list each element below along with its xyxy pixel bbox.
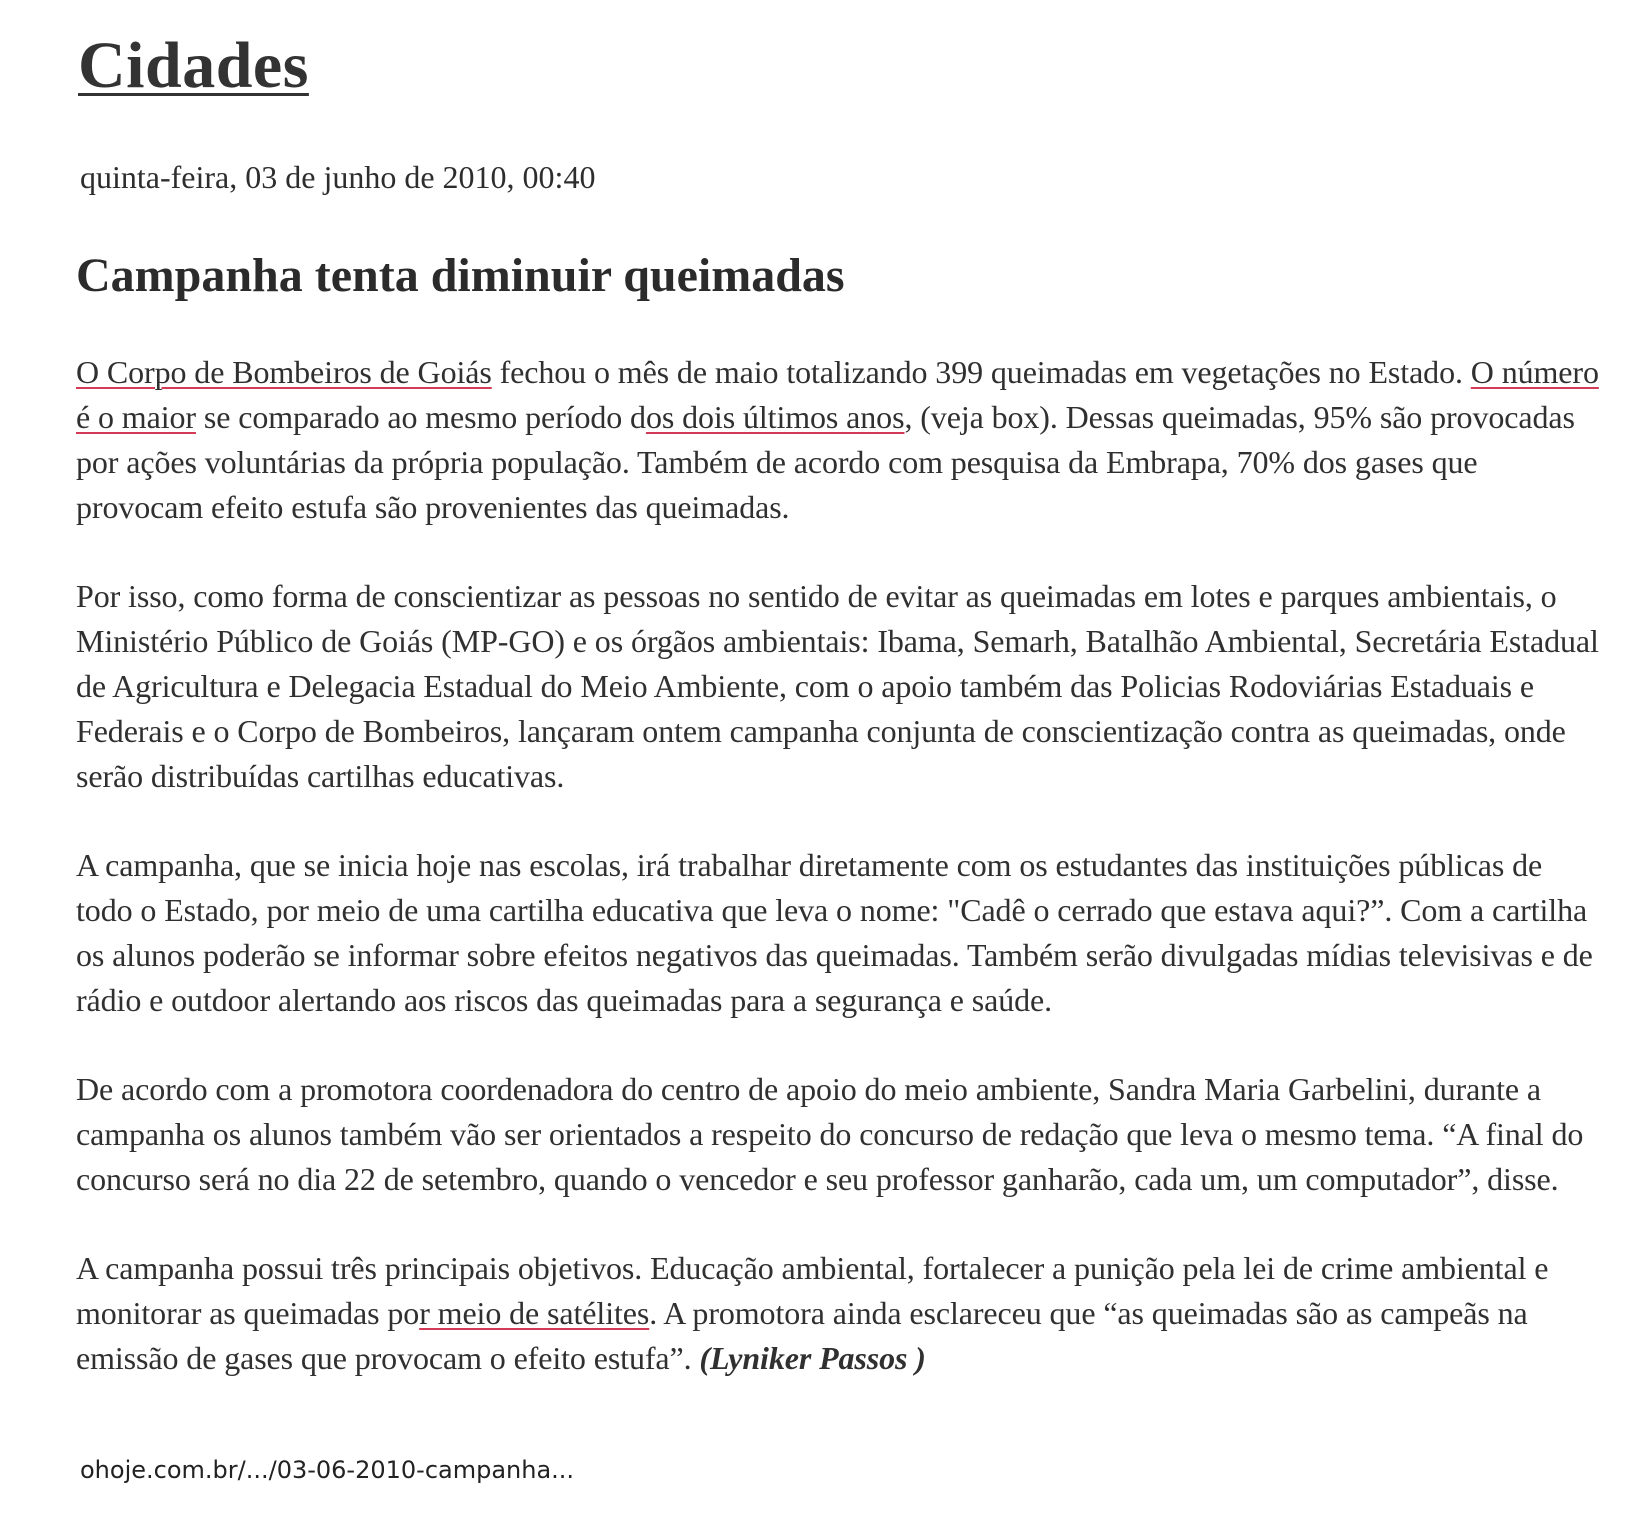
author-byline: (Lyniker Passos ) [699, 1340, 926, 1376]
paragraph-text: se comparado ao mesmo período d [195, 399, 646, 435]
annotated-phrase: O número é o maior [76, 354, 1599, 435]
paragraph-text: , (veja box). Dessas queimadas, 95% são provocadas por ações voluntárias da própria população. Também de acordo com pesquisa da Embrapa, 70% dos gases que provocam efeito estufa são provenientes das queimadas. [76, 399, 1575, 525]
source-url: ohoje.com.br/.../03-06-2010-campanha... [80, 1456, 575, 1484]
paragraph-1 [76, 350, 1606, 530]
article-headline: Campanha tenta diminuir queimadas [76, 249, 845, 302]
annotated-phrase: os dois últimos anos [645, 399, 905, 435]
article-body [76, 350, 1606, 1425]
paragraph-5 [76, 1246, 1606, 1381]
paragraph-text: A campanha possui três principais objetivos. Educação ambiental, fortalecer a punição pela lei de crime ambiental e monitorar as queimadas po [76, 1250, 1549, 1331]
section-title: Cidades [78, 29, 309, 102]
paragraph-text: fechou o mês de maio totalizando 399 queimadas em vegetações no Estado. [491, 354, 1471, 390]
paragraph-text: . A promotora ainda esclareceu que “as queimadas são as campeãs na emissão de gases que provocam o efeito estufa”. [76, 1295, 1528, 1376]
annotated-phrase: O Corpo de Bombeiros de Goiás [76, 354, 492, 390]
paragraph-4: De acordo com a promotora coordenadora do centro de apoio do meio ambiente, Sandra Maria Garbelini, durante a campanha os alunos também vão ser orientados a respeito do concurso de redação que leva o mesmo tema. “A final do concurso será no dia 22 de setembro, quando o vencedor e seu professor ganharão, cada um, um computador”, disse. [76, 1071, 1584, 1197]
paragraph-2: Por isso, como forma de conscientizar as pessoas no sentido de evitar as queimadas em lotes e parques ambientais, o Ministério Público de Goiás (MP-GO) e os órgãos ambientais: Ibama, Semarh, Batalhão Ambiental, Secretária Estadual de Agricultura e Delegacia Estadual do Meio Ambiente, com o apoio também das Policias Rodoviárias Estaduais e Federais e o Corpo de Bombeiros, lançaram ontem campanha conjunta de conscientização contra as queimadas, onde serão distribuídas cartilhas educativas. [76, 578, 1599, 794]
paragraph-3: A campanha, que se inicia hoje nas escolas, irá trabalhar diretamente com os estudantes das instituições públicas de todo o Estado, por meio de uma cartilha educativa que leva o nome: "Cadê o cerrado que estava aqui?”. Com a cartilha os alunos poderão se informar sobre efeitos negativos das queimadas. Também serão divulgadas mídias televisivas e de rádio e outdoor alertando aos riscos das queimadas para a segurança e saúde. [76, 847, 1593, 1018]
article-dateline: quinta-feira, 03 de junho de 2010, 00:40 [80, 159, 596, 195]
annotated-phrase: r meio de satélites [419, 1295, 650, 1331]
